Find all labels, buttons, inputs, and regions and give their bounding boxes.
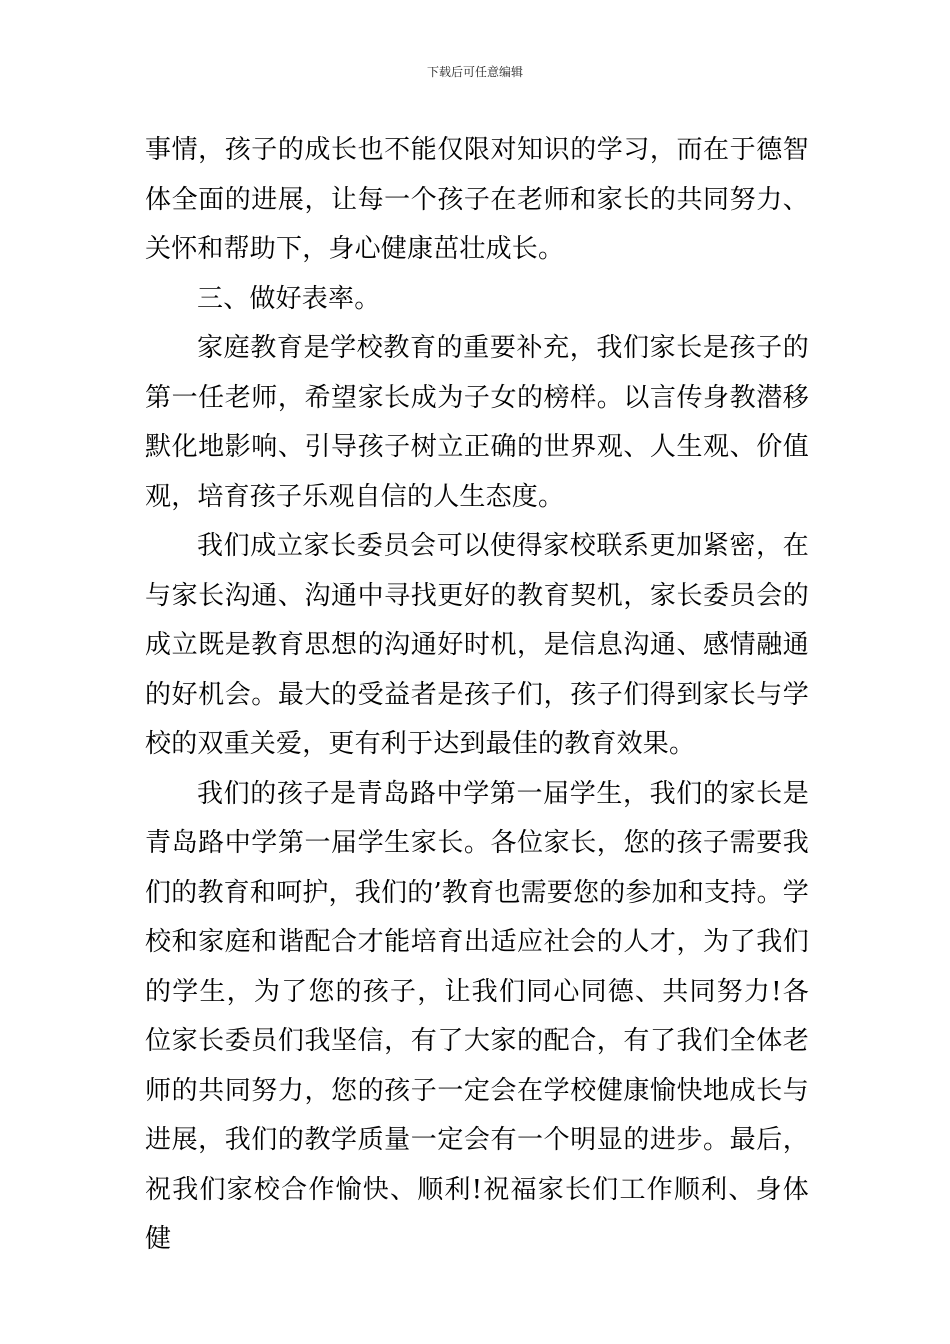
page-header: 下载后可任意编辑: [426, 65, 523, 79]
paragraph-parent-committee: 我们成立家长委员会可以使得家校联系更加紧密，在与家长沟通、沟通中寻找更好的教育契机，家长委员会的成立既是教育思想的沟通好时机，是信息沟通、感情融通的好机会。最大的受益者是孩子们，孩子们得到家长与学校的双重关爱，更有利于达到最佳的教育效果。: [145, 531, 809, 759]
section-heading-set-example: 三、做好表率。: [197, 283, 381, 314]
paragraph-continuation: 事情，孩子的成长也不能仅限对知识的学习，而在于德智体全面的进展，让每一个孩子在老师和家长的共同努力、关怀和帮助下，身心健康茁壮成长。: [145, 135, 809, 264]
document-body: [145, 126, 809, 1265]
paragraph-family-education: 家庭教育是学校教育的重要补充，我们家长是孩子的第一任老师，希望家长成为子女的榜样。以言传身教潜移默化地影响、引导孩子树立正确的世界观、人生观、价值观，培育孩子乐观自信的人生态度。: [145, 333, 809, 512]
paragraph-closing-remarks: 我们的孩子是青岛路中学第一届学生，我们的家长是青岛路中学第一届学生家长。各位家长，您的孩子需要我们的教育和呵护，我们的’教育也需要您的参加和支持。学校和家庭和谐配合才能培育出适应社会的人才，为了我们的学生，为了您的孩子，让我们同心同德、共同努力!各位家长委员们我坚信，有了大家的配合，有了我们全体老师的共同努力，您的孩子一定会在学校健康愉快地成长与进展，我们的教学质量一定会有一个明显的进步。最后，祝我们家校合作愉快、顺利!祝福家长们工作顺利、身体健: [145, 778, 809, 1254]
